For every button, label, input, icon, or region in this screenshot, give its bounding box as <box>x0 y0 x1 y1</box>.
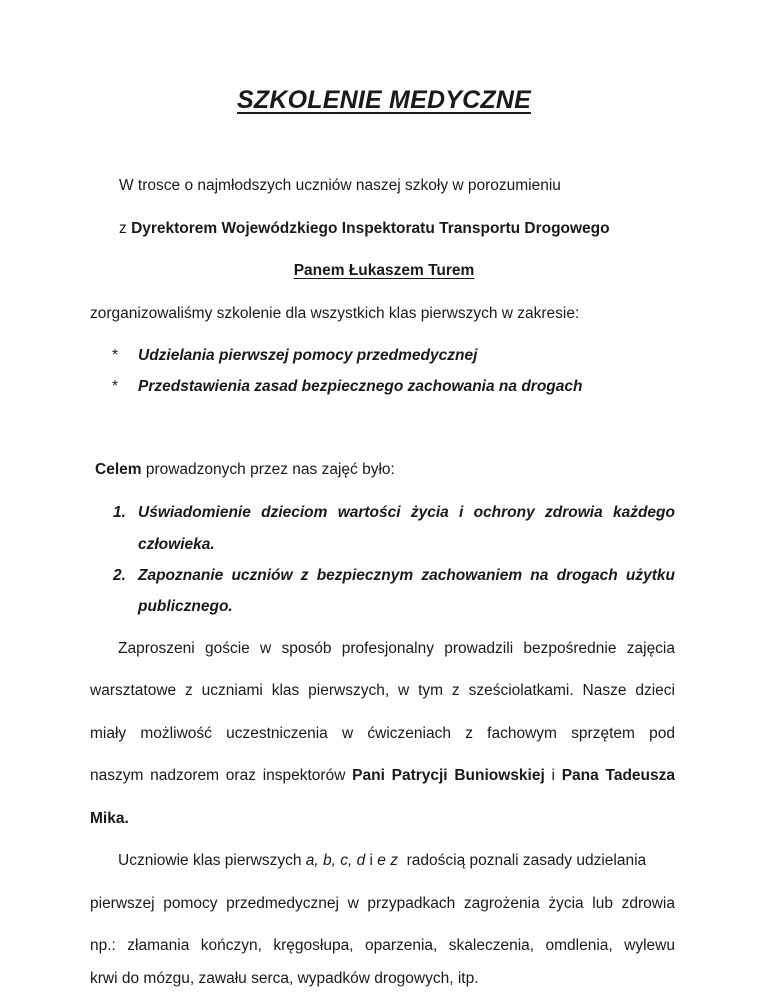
para2-line-4: krwi do mózgu, zawału serca, wypadków drogowych, itp. <box>90 970 479 987</box>
intro-line-2-prefix: z <box>119 220 132 237</box>
class-letters: a, b, c, d <box>305 852 366 869</box>
para2-line-1-conj: i <box>365 852 378 869</box>
intro-line-1: W trosce o najmłodszych uczniów naszej szkoły w porozumieniu <box>119 177 561 194</box>
intro-line-2 <box>119 220 610 238</box>
goal-text-line-2: publicznego. <box>138 598 233 615</box>
para1-line-3: miały możliwość uczestniczenia w ćwiczeniach z fachowym sprzętem pod <box>90 725 675 742</box>
goal-text-line-1: Zapoznanie uczniów z bezpiecznym zachowaniem na drogach użytku <box>138 567 675 584</box>
bullet-item <box>112 378 583 396</box>
goal-text-line-2: człowieka. <box>138 536 215 553</box>
inspector-name-1: Pani Patrycji Buniowskiej <box>352 767 545 784</box>
para1-line-4-text: naszym nadzorem oraz inspektorów <box>90 767 353 784</box>
inspectorate-name: Dyrektorem Wojewódzkiego Inspektoratu Transportu Drogowego <box>131 220 610 237</box>
para2-line-3: np.: złamania kończyn, kręgosłupa, oparzenia, skaleczenia, omdlenia, wylewu <box>90 937 675 954</box>
bullet-text: Przedstawienia zasad bezpiecznego zachowania na drogach <box>138 378 583 395</box>
para1-line-4 <box>90 767 675 785</box>
goals-lead-bold: Celem <box>95 461 142 478</box>
para2-line-2: pierwszej pomocy przedmedycznej w przypadkach zagrożenia życia lub zdrowia <box>90 895 675 912</box>
bullet-marker: * <box>112 347 119 364</box>
bullet-marker: * <box>112 378 119 395</box>
class-letter-e: e z <box>377 852 398 869</box>
goals-lead-rest: prowadzonych przez nas zajęć było: <box>141 461 395 478</box>
para2-line-1-text: Uczniowie klas pierwszych <box>118 852 306 869</box>
intro-line-3: zorganizowaliśmy szkolenie dla wszystkich klas pierwszych w zakresie: <box>90 305 580 322</box>
person-name: Panem Łukaszem Turem <box>293 262 475 279</box>
para1-line-5: Mika. <box>90 810 129 827</box>
goal-text-line-1: Uświadomienie dzieciom wartości życia i ochrony zdrowia każdego <box>138 504 675 521</box>
para1-line-4-conj: i <box>544 767 562 784</box>
para1-line-1: Zaproszeni goście w sposób profesjonalny prowadzili bezpośrednie zajęcia <box>118 640 675 657</box>
goal-number: 1. <box>113 504 126 521</box>
para2-line-1 <box>118 852 646 870</box>
bullet-item <box>112 347 478 365</box>
page-title: SZKOLENIE MEDYCZNE <box>237 86 531 114</box>
para1-line-2: warsztatowe z uczniami klas pierwszych, w tym z sześciolatkami. Nasze dzieci <box>90 682 675 699</box>
para2-line-1-rest: radością poznali zasady udzielania <box>397 852 647 869</box>
bullet-text: Udzielania pierwszej pomocy przedmedycznej <box>138 347 478 364</box>
inspector-name-2: Pana Tadeusza <box>561 767 675 784</box>
goal-number: 2. <box>113 567 126 584</box>
goals-lead <box>95 461 395 479</box>
